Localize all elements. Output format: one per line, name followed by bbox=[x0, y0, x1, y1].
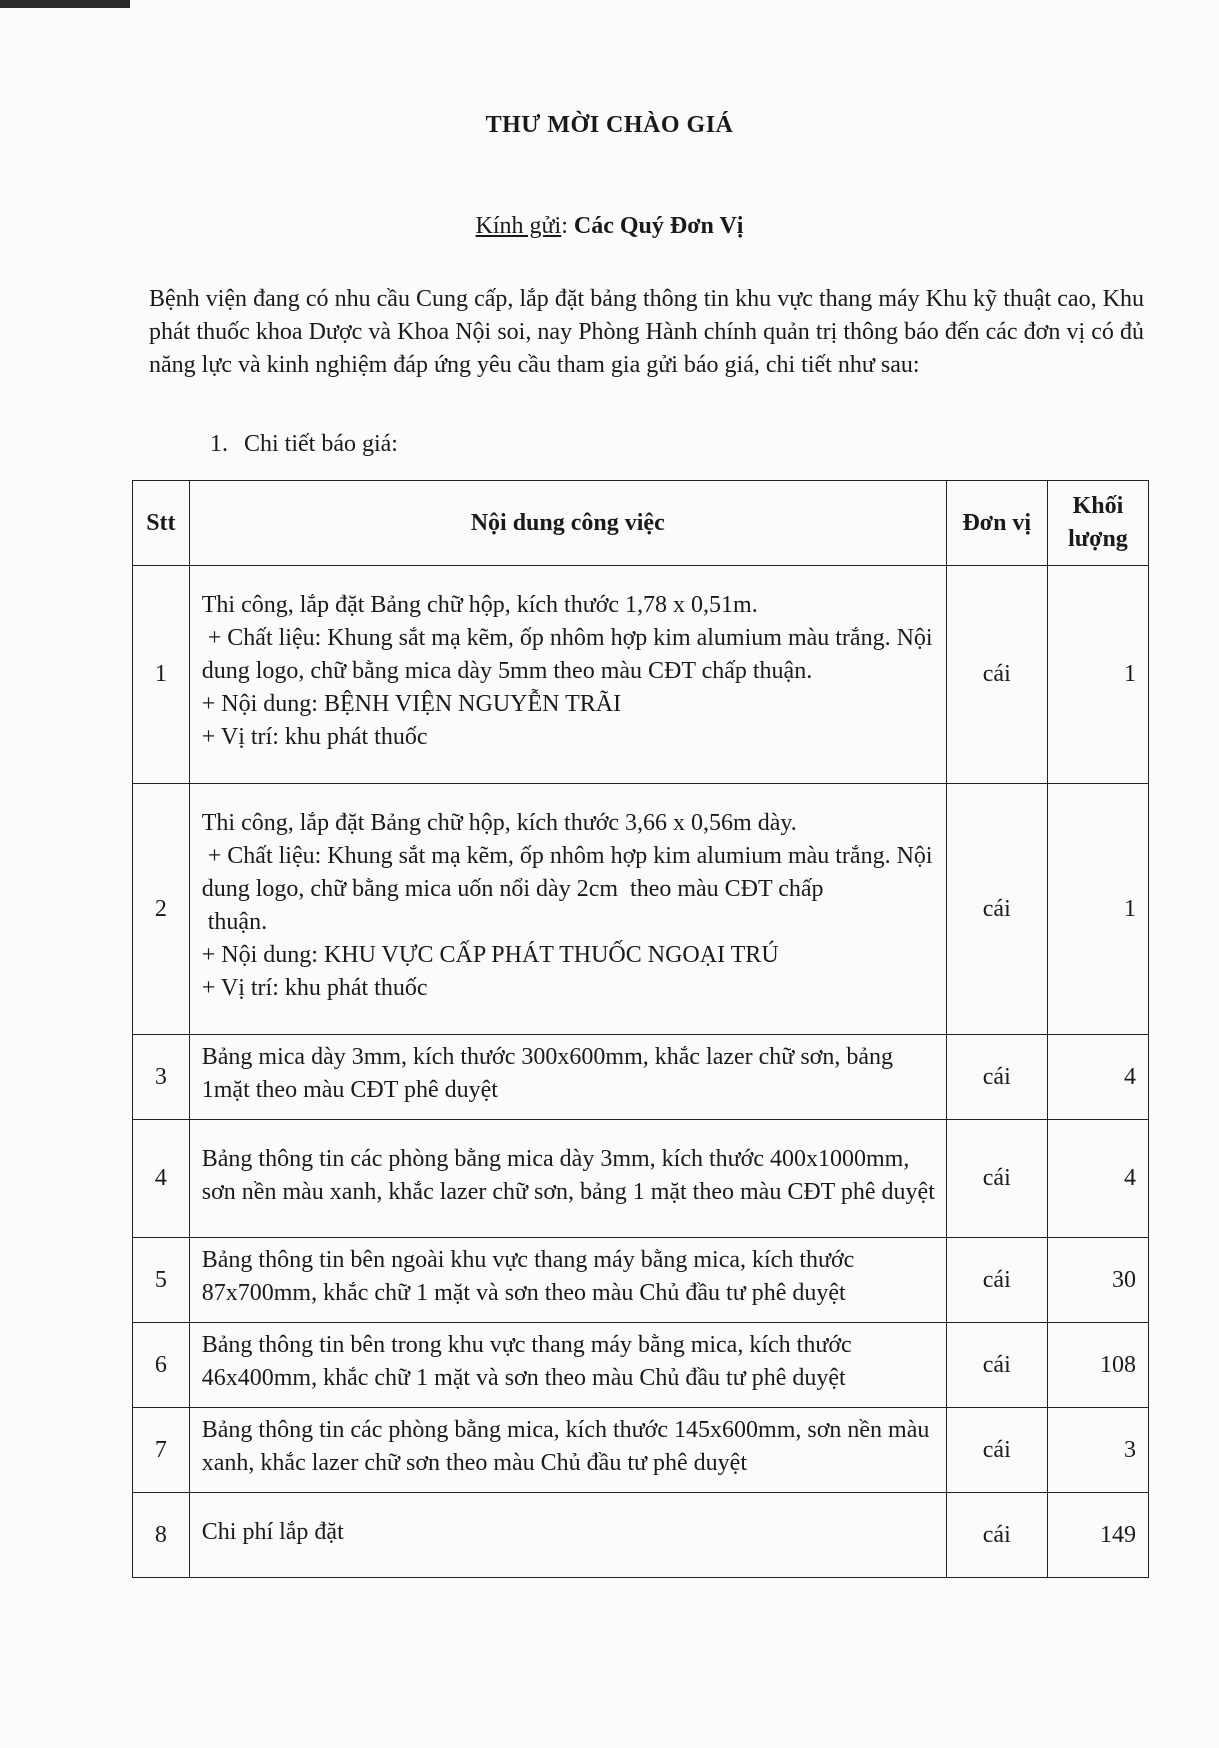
header-quantity-line2: lượng bbox=[1068, 526, 1128, 552]
header-quantity-line1: Khối bbox=[1072, 493, 1124, 519]
row-quantity: 149 bbox=[1047, 1493, 1148, 1578]
table-row bbox=[133, 784, 1149, 1035]
row-description bbox=[189, 566, 946, 784]
recipient-line bbox=[0, 213, 1219, 240]
row-description-line: + Nội dung: BỆNH VIỆN NGUYỄN TRÃI bbox=[201, 691, 622, 717]
row-unit: cái bbox=[946, 1238, 1047, 1323]
row-stt: 2 bbox=[133, 784, 190, 1035]
row-unit: cái bbox=[946, 1323, 1047, 1408]
table-row bbox=[133, 1238, 1149, 1323]
row-description bbox=[189, 1035, 946, 1120]
recipient-label: Kính gửi bbox=[475, 213, 562, 239]
row-unit: cái bbox=[946, 1120, 1047, 1238]
section-heading bbox=[210, 431, 398, 458]
row-description bbox=[189, 1323, 946, 1408]
row-description bbox=[189, 1120, 946, 1238]
row-description-line: Thi công, lắp đặt Bảng chữ hộp, kích thước 1,78 x 0,51m. bbox=[201, 592, 758, 618]
row-stt: 1 bbox=[133, 566, 190, 784]
table-row bbox=[133, 1120, 1149, 1238]
row-unit: cái bbox=[946, 1035, 1047, 1120]
table-header-row bbox=[133, 481, 1149, 566]
row-stt: 6 bbox=[133, 1323, 190, 1408]
row-description bbox=[189, 1238, 946, 1323]
row-quantity: 30 bbox=[1047, 1238, 1148, 1323]
row-quantity: 4 bbox=[1047, 1035, 1148, 1120]
row-description-line: Bảng mica dày 3mm, kích thước 300x600mm, khắc lazer chữ sơn, bảng 1mặt theo màu CĐT phê duyệt bbox=[201, 1044, 899, 1103]
row-unit: cái bbox=[946, 566, 1047, 784]
row-description-line: Bảng thông tin bên ngoài khu vực thang máy bằng mica, kích thước 87x700mm, khắc chữ 1 mặt và sơn theo màu Chủ đầu tư phê duyệt bbox=[201, 1247, 861, 1306]
row-description-line: thuận. bbox=[201, 909, 268, 935]
row-quantity: 4 bbox=[1047, 1120, 1148, 1238]
table-row bbox=[133, 1323, 1149, 1408]
row-quantity: 108 bbox=[1047, 1323, 1148, 1408]
row-unit: cái bbox=[946, 1493, 1047, 1578]
intro-paragraph: Bệnh viện đang có nhu cầu Cung cấp, lắp đặt bảng thông tin khu vực thang máy Khu kỹ thuật cao, Khu phát thuốc khoa Dược và Khoa Nội soi, nay Phòng Hành chính quản trị thông báo đến các đơn vị có đủ năng lực và kinh nghiệm đáp ứng yêu cầu tham gia gửi báo giá, chi tiết như sau: bbox=[149, 286, 1144, 378]
header-quantity bbox=[1047, 481, 1148, 566]
header-stt: Stt bbox=[133, 481, 190, 566]
table-row bbox=[133, 1035, 1149, 1120]
row-stt: 4 bbox=[133, 1120, 190, 1238]
row-quantity: 1 bbox=[1047, 784, 1148, 1035]
table-row bbox=[133, 1408, 1149, 1493]
row-quantity: 3 bbox=[1047, 1408, 1148, 1493]
row-description-line: + Vị trí: khu phát thuốc bbox=[201, 724, 428, 750]
row-stt: 8 bbox=[133, 1493, 190, 1578]
recipient-separator: : bbox=[561, 213, 568, 239]
table-row bbox=[133, 566, 1149, 784]
row-description-line: + Vị trí: khu phát thuốc bbox=[201, 975, 428, 1001]
row-stt: 5 bbox=[133, 1238, 190, 1323]
row-description-line: Chi phí lắp đặt bbox=[201, 1518, 344, 1545]
header-description: Nội dung công việc bbox=[189, 481, 946, 566]
quote-table bbox=[132, 480, 1149, 1578]
section-label: Chi tiết báo giá: bbox=[244, 431, 398, 457]
row-description-line: Bảng thông tin các phòng bằng mica dày 3mm, kích thước 400x1000mm, sơn nền màu xanh, khắc lazer chữ sơn, bảng 1 mặt theo màu CĐT phê duyệt bbox=[201, 1145, 935, 1205]
row-description-line: + Chất liệu: Khung sắt mạ kẽm, ốp nhôm hợp kim alumium màu trắng. Nội dung logo, chữ bằng mica dày 5mm theo màu CĐT chấp thuận. bbox=[201, 625, 939, 684]
document-title: THƯ MỜI CHÀO GIÁ bbox=[485, 112, 734, 138]
row-description bbox=[189, 784, 946, 1035]
row-description-line: Bảng thông tin các phòng bằng mica, kích thước 145x600mm, sơn nền màu xanh, khắc lazer chữ sơn theo màu Chủ đầu tư phê duyệt bbox=[201, 1417, 936, 1476]
row-description-line: Thi công, lắp đặt Bảng chữ hộp, kích thước 3,66 x 0,56m dày. bbox=[201, 810, 797, 836]
row-description-line: + Nội dung: KHU VỰC CẤP PHÁT THUỐC NGOẠI TRÚ bbox=[201, 942, 779, 968]
row-description-line: Bảng thông tin bên trong khu vực thang máy bằng mica, kích thước 46x400mm, khắc chữ 1 mặt và sơn theo màu Chủ đầu tư phê duyệt bbox=[201, 1332, 858, 1391]
recipient-value: Các Quý Đơn Vị bbox=[573, 213, 744, 239]
scan-edge-mark bbox=[0, 0, 130, 8]
row-stt: 7 bbox=[133, 1408, 190, 1493]
header-unit: Đơn vị bbox=[946, 481, 1047, 566]
row-quantity: 1 bbox=[1047, 566, 1148, 784]
row-description bbox=[189, 1408, 946, 1493]
table-row bbox=[133, 1493, 1149, 1578]
row-unit: cái bbox=[946, 784, 1047, 1035]
row-description-line: + Chất liệu: Khung sắt mạ kẽm, ốp nhôm hợp kim alumium màu trắng. Nội dung logo, chữ bằng mica uốn nổi dày 2cm theo màu CĐT chấp bbox=[201, 843, 939, 902]
row-stt: 3 bbox=[133, 1035, 190, 1120]
section-number: 1. bbox=[210, 431, 228, 457]
row-description bbox=[189, 1493, 946, 1578]
row-unit: cái bbox=[946, 1408, 1047, 1493]
